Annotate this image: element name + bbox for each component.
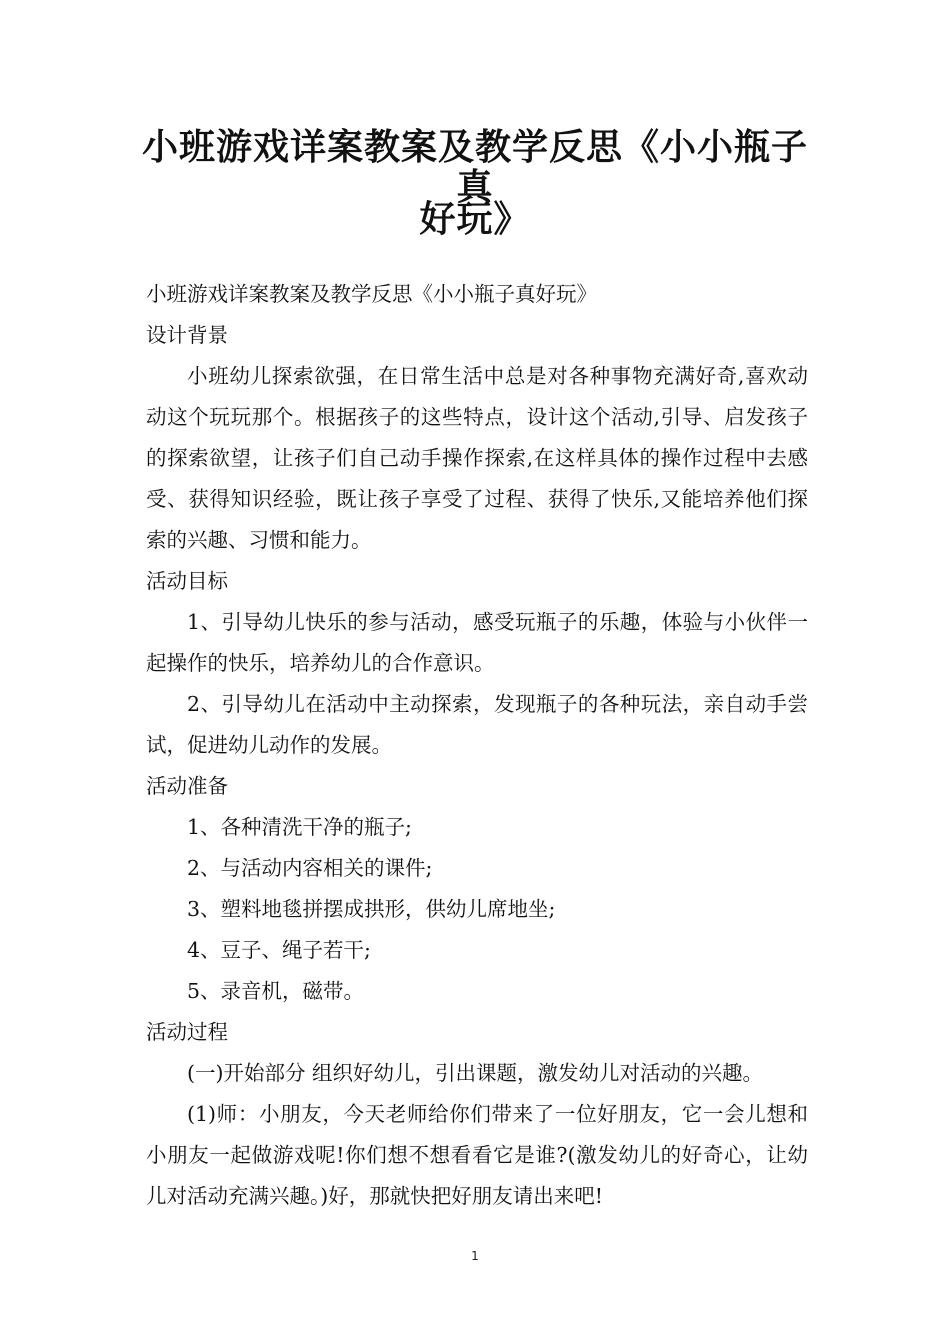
prep-item: 4、豆子、绳子若干; [187, 938, 371, 962]
prep-item: 3、塑料地毯拼摆成拱形，供幼儿席地坐; [187, 897, 556, 921]
goal-item: 2、引导幼儿在活动中主动探索，发现瓶子的各种玩法，亲自动手尝试，促进幼儿动作的发展。 [146, 692, 808, 757]
prep-heading: 活动准备 [146, 774, 228, 798]
page-number: 1 [471, 1249, 479, 1263]
document-title-line-2: 好玩》 [419, 199, 531, 240]
prep-item: 1、各种清洗干净的瓶子; [187, 815, 412, 839]
prep-item: 2、与活动内容相关的课件; [187, 856, 433, 880]
document-title-line-1: 小班游戏详案教案及教学反思《小小瓶子真 [141, 127, 808, 208]
document-body [146, 274, 808, 1217]
background-paragraph: 小班幼儿探索欲强，在日常生活中总是对各种事物充满好奇,喜欢动动这个玩玩那个。根据孩子的这些特点，设计这个活动,引导、启发孩子的探索欲望，让孩子们自己动手操作探索,在这样具体的操作过程中去感受、获得知识经验，既让孩子享受了过程、获得了快乐,又能培养他们探索的兴趣、习惯和能力。 [146, 364, 808, 552]
goals-heading: 活动目标 [146, 569, 228, 593]
process-paragraph: (一)开始部分 组织好幼儿，引出课题，激发幼儿对活动的兴趣。 [187, 1061, 764, 1085]
subtitle: 小班游戏详案教案及教学反思《小小瓶子真好玩》 [146, 282, 597, 306]
background-heading: 设计背景 [146, 323, 228, 347]
process-paragraph: (1)师：小朋友，今天老师给你们带来了一位好朋友，它一会儿想和小朋友一起做游戏呢!你们想不想看看它是谁?(激发幼儿的好奇心，让幼儿对活动充满兴趣。)好，那就快把好朋友请出来吧! [146, 1102, 808, 1208]
prep-item: 5、录音机，磁带。 [187, 979, 365, 1003]
goal-item: 1、引导幼儿快乐的参与活动，感受玩瓶子的乐趣，体验与小伙伴一起操作的快乐，培养幼儿的合作意识。 [146, 610, 808, 675]
process-heading: 活动过程 [146, 1020, 228, 1044]
